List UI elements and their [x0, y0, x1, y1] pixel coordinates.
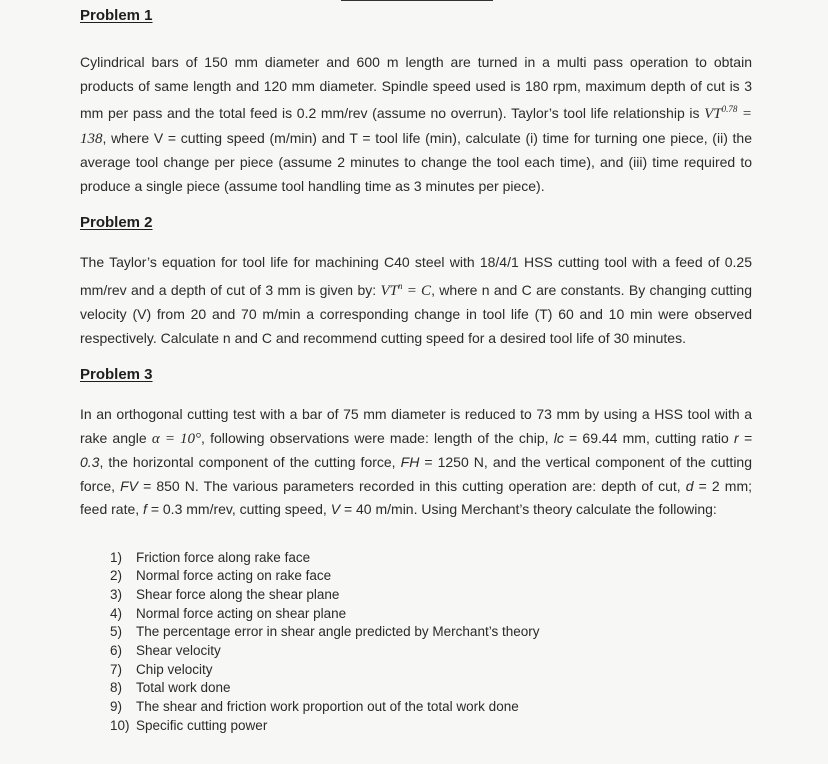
list-item: 2) Normal force acting on rake face — [110, 568, 332, 584]
problem-3-list — [110, 549, 752, 736]
cutting-ratio: r = 0.3 — [80, 429, 752, 470]
p3-a: In an orthogonal cutting test with a bar of 75 mm diameter is reduced to 73 mm by using a HSS tool with a rake angle — [80, 406, 752, 446]
problem-2-text-a: The Taylor’s equation for tool life for machining C40 steel with 18/4/1 HSS cutting tool with a feed of 0.25 mm/rev and a depth of cut of 3 mm is given by: — [80, 254, 752, 298]
problem-2-heading: Problem 2 — [80, 214, 153, 231]
problem-1-text-a: Cylindrical bars of 150 mm diameter and 600 m length are turned in a multi pass operation to obtain products of same length and 120 mm diameter. Spindle speed used is 180 rpm, maximum depth of cut is 3 mm per pass and the total feed is 0.2 mm/rev (assume no overrun). Taylor’s tool life relationship is — [80, 54, 752, 121]
list-item: 7) Chip velocity — [110, 661, 213, 677]
eq2-rhs: = C — [406, 282, 432, 299]
p3-e: = 1250 N, and the vertical component of the cutting force, — [80, 454, 753, 494]
feed-symbol: f — [143, 501, 147, 517]
depth-symbol: d — [685, 477, 694, 494]
problem-3-text — [80, 403, 752, 522]
problem-1-text — [80, 51, 752, 198]
list-item: 5) The percentage error in shear angle predicted by Merchant’s theory — [110, 624, 540, 640]
top-rule — [341, 0, 493, 1]
taylor-equation-2 — [380, 280, 432, 299]
rake-angle: α = 10° — [151, 430, 202, 447]
problem-3-heading: Problem 3 — [80, 366, 153, 383]
eq1-rhs: = 138 — [80, 106, 753, 147]
problem-1-text-b: , where V = cutting speed (m/min) and T = tool life (min), calculate (i) time for turning one piece, (ii) the average tool change per piece (assume 2 minutes to change the tool each time), and (iii) time required to produce a single piece (assume tool handling time as 3 minutes per piece). — [80, 129, 752, 194]
p3-f: = 850 N. The various parameters recorded in this cutting operation are: depth of cut, — [143, 477, 681, 494]
list-item: 8) Total work done — [110, 680, 231, 696]
p3-b: , following observations were made: length of the chip, — [201, 429, 549, 446]
list-item: 3) Shear force along the shear plane — [110, 586, 340, 602]
list-item: 6) Shear velocity — [110, 642, 221, 658]
problem-2-text — [80, 251, 752, 350]
problem-1-heading: Problem 1 — [80, 7, 153, 24]
list-item: 1) Friction force along rake face — [110, 549, 311, 565]
velocity-symbol: V — [330, 501, 341, 517]
p3-g: = 2 mm; feed rate, — [80, 477, 752, 517]
list-item: 10) Specific cutting power — [110, 717, 268, 733]
list-item: 4) Normal force acting on shear plane — [110, 605, 347, 621]
fv-symbol: FV — [120, 477, 138, 494]
p3-h: = 0.3 mm/rev, cutting speed, — [150, 501, 327, 517]
eq2-base: VT — [380, 282, 398, 299]
chip-length-symbol: lc — [553, 429, 564, 446]
p3-c: = 69.44 mm, cutting ratio — [569, 429, 729, 446]
list-item: 9) The shear and friction work proportion out of the total work done — [110, 699, 519, 714]
eq1-exponent: 0.78 — [721, 104, 738, 114]
document-page — [80, 6, 752, 735]
p3-d: , the horizontal component of the cutting force, — [99, 454, 396, 470]
problem-2-text-b: , where n and C are constants. By changing cutting velocity (V) from 20 and 70 m/min a corresponding change in tool life (T) 60 and 10 min were observed respectively. Calculate n and C and recommend cutting speed for a desired tool life of 30 minutes. — [80, 281, 752, 346]
eq2-exponent: n — [398, 280, 403, 291]
fh-symbol: FH — [400, 454, 420, 470]
eq1-base: VT — [704, 106, 722, 122]
p3-i: = 40 m/min. Using Merchant’s theory calculate the following: — [343, 501, 717, 517]
